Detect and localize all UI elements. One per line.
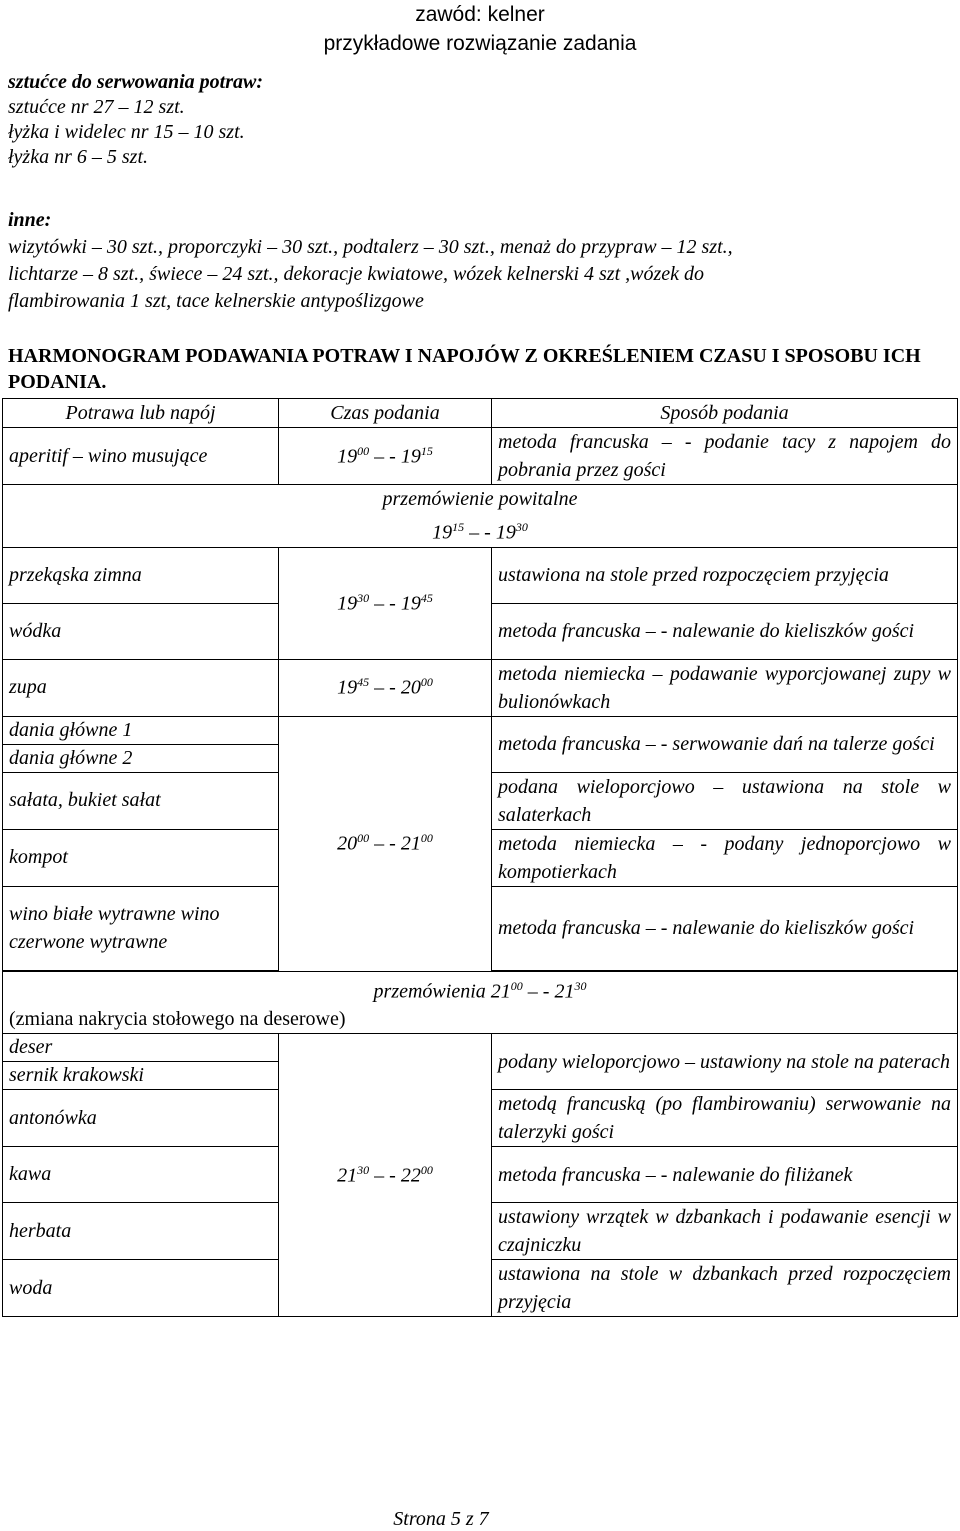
item-cell: wódka	[3, 603, 279, 659]
item-cell: wino białe wytrawne wino czerwone wytrawne	[3, 886, 279, 970]
item-cell: deser	[3, 1034, 279, 1062]
item-cell: zupa	[3, 659, 279, 716]
item-cell: kawa	[3, 1147, 279, 1203]
time-cell: $19^{00}$ – - $19^{15}$	[279, 428, 492, 485]
table-header-row	[3, 399, 958, 428]
method-cell: ustawiona na stole w dzbankach przed rozpoczęciem przyjęcia	[492, 1260, 958, 1317]
page-number: Strona 5 z 7	[393, 1508, 489, 1530]
time-cell: $19^{45}$ – - $20^{00}$	[279, 659, 492, 716]
table-row	[3, 659, 958, 716]
other-line: flambirowania 1 szt, tace kelnerskie antypoślizgowe	[8, 290, 424, 312]
item-cell: dania główne 2	[3, 744, 279, 772]
item-cell: sernik krakowski	[3, 1062, 279, 1090]
header-item: Potrawa lub napój	[3, 399, 279, 428]
item-cell: sałata, bukiet sałat	[3, 772, 279, 829]
other-line: lichtarze – 8 szt., świece – 24 szt., dekoracje kwiatowe, wózek kelnerski 4 szt ,wózek do	[8, 263, 705, 285]
method-cell: metoda niemiecka – podawanie wyporcjowanej zupy w bulionówkach	[492, 659, 958, 716]
item-cell: herbata	[3, 1203, 279, 1260]
speech-cell	[3, 485, 958, 548]
page-header	[0, 0, 960, 58]
method-cell: podany wieloporcjowo – ustawiony na stole na paterach	[492, 1034, 958, 1090]
cutlery-line: łyżka nr 6 – 5 szt.	[8, 146, 148, 168]
time-cell: $19^{30}$ – - $19^{45}$	[279, 547, 492, 659]
method-cell: metoda francuska – - nalewanie do kieliszków gości	[492, 886, 958, 970]
schedule-table	[2, 398, 958, 1317]
item-cell: kompot	[3, 829, 279, 886]
harmonogram-title: HARMONOGRAM PODAWANIA POTRAW I NAPOJÓW Z OKREŚLENIEM CZASU I SPOSOBU ICH PODANIA.	[8, 345, 921, 393]
item-cell: woda	[3, 1260, 279, 1317]
method-cell: metoda francuska – - nalewanie do filiżanek	[492, 1147, 958, 1203]
header-time: Czas podania	[279, 399, 492, 428]
method-cell: metoda niemiecka – - podany jednoporcjowo w kompotierkach	[492, 829, 958, 886]
header-method: Sposób podania	[492, 399, 958, 428]
speech-label: przemówienie powitalne	[382, 488, 578, 510]
speech2-cell	[3, 971, 958, 1034]
time-cell: $20^{00}$ – - $21^{00}$	[279, 716, 492, 971]
change-label: (zmiana nakrycia stołowego na deserowe)	[9, 1008, 346, 1031]
other-section	[8, 207, 953, 315]
table-row	[3, 1034, 958, 1062]
cutlery-line: łyżka i widelec nr 15 – 10 szt.	[8, 121, 245, 143]
method-cell: ustawiona na stole przed rozpoczęciem przyjęcia	[492, 547, 958, 603]
table-row	[3, 547, 958, 603]
method-cell: podana wieloporcjowo – ustawiona na stole w salaterkach	[492, 772, 958, 829]
cutlery-title: sztućce do serwowania potraw:	[8, 71, 264, 93]
cutlery-section	[8, 70, 953, 170]
item-cell: aperitif – wino musujące	[3, 428, 279, 485]
method-cell: metoda francuska – - podanie tacy z napojem do pobrania przez gości	[492, 428, 958, 485]
method-cell: ustawiony wrzątek w dzbankach i podawanie esencji w czajniczku	[492, 1203, 958, 1260]
item-cell: dania główne 1	[3, 716, 279, 744]
other-line: wizytówki – 30 szt., proporczyki – 30 szt., podtalerz – 30 szt., menaż do przypraw – 12 szt.,	[8, 236, 733, 258]
time-cell: $21^{30}$ – - $22^{00}$	[279, 1034, 492, 1317]
header-profession: zawód: kelner	[415, 3, 545, 26]
item-cell: antonówka	[3, 1090, 279, 1147]
cutlery-line: sztućce nr 27 – 12 szt.	[8, 96, 185, 118]
header-subtitle: przykładowe rozwiązanie zadania	[323, 32, 637, 55]
speech2-line: przemówienia $21^{00}$ – - $21^{30}$	[373, 978, 587, 1003]
other-title: inne:	[8, 209, 52, 231]
item-cell: przekąska zimna	[3, 547, 279, 603]
table-row	[3, 971, 958, 1034]
table-row	[3, 716, 958, 744]
table-row	[3, 485, 958, 548]
method-cell: metodą francuską (po flambirowaniu) serwowanie na talerzyki gości	[492, 1090, 958, 1147]
method-cell: metoda francuska – - nalewanie do kieliszków gości	[492, 603, 958, 659]
table-row	[3, 428, 958, 485]
method-cell: metoda francuska – - serwowanie dań na talerze gości	[492, 716, 958, 772]
speech-time: $19^{15}$ – - $19^{30}$	[432, 520, 528, 544]
